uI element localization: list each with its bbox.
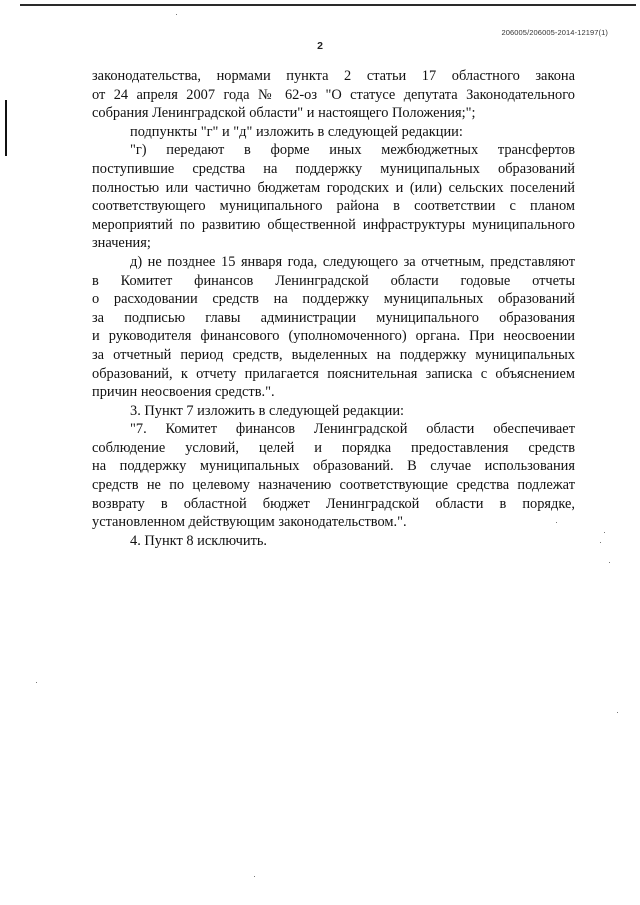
- text-line: 4. Пункт 8 исключить.: [130, 532, 268, 549]
- text-line: мероприятий по развитию общественной инфраструктуры муниципального: [92, 216, 575, 233]
- text-line: подпункты "г" и "д" изложить в следующей редакции:: [130, 123, 463, 140]
- document-id: 206005/206005-2014-12197(1): [501, 28, 608, 37]
- scan-speck: [556, 522, 557, 523]
- text-line: законодательства, нормами пункта 2 статьи 17 областного закона: [92, 68, 575, 84]
- text-line: причин неосвоения средств.".: [92, 384, 275, 401]
- scan-speck: [617, 712, 618, 713]
- text-line: "г) передают в форме иных межбюджетных трансфертов: [130, 142, 575, 159]
- text-line: значения;: [92, 235, 151, 252]
- scan-speck: [609, 562, 610, 563]
- page-number: 2: [317, 40, 323, 52]
- text-line: образований, к отчету прилагается пояснительная записка с объяснением: [92, 365, 575, 382]
- text-line: "7. Комитет финансов Ленинградской области обеспечивает: [130, 421, 575, 438]
- text-line: установленном действующим законодательством.".: [92, 514, 407, 531]
- scan-speck: [36, 682, 37, 683]
- text-line: полностью или частично бюджетам городских и (или) сельских поселений: [92, 179, 575, 196]
- text-line: 3. Пункт 7 изложить в следующей редакции:: [130, 402, 405, 419]
- margin-mark: [5, 100, 7, 156]
- text-line: д) не позднее 15 января года, следующего за отчетным, представляют: [130, 253, 575, 270]
- scan-speck: [176, 14, 177, 15]
- text-line: о расходовании средств на поддержку муниципальных образований: [92, 291, 575, 308]
- document-body: [92, 67, 575, 550]
- text-line: средств не по целевому назначению соответствующие средства подлежат: [92, 477, 575, 494]
- text-line: и руководителя финансового (уполномоченного) органа. При неосвоении: [92, 328, 575, 345]
- scan-speck: [600, 542, 601, 543]
- text-line: поступившие средства на поддержку муниципальных образований: [92, 160, 575, 177]
- text-line: собрания Ленинградской области" и настоящего Положения;";: [92, 105, 476, 122]
- text-line: от 24 апреля 2007 года № 62-оз "О статусе депутата Законодательного: [92, 86, 575, 103]
- text-line: в Комитет финансов Ленинградской области годовые отчеты: [92, 272, 575, 289]
- scan-speck: [254, 876, 255, 877]
- top-scan-line: [20, 4, 636, 6]
- scan-speck: [604, 532, 605, 533]
- text-line: соответствующего муниципального района в соответствии с планом: [92, 198, 575, 215]
- text-line: за подписью главы администрации муниципального образования: [92, 309, 575, 326]
- text-line: возврату в областной бюджет Ленинградской области в порядке,: [92, 495, 575, 512]
- text-line: за отчетный период средств, выделенных на поддержку муниципальных: [92, 346, 575, 363]
- text-line: соблюдение условий, целей и порядка предоставления средств: [92, 439, 575, 456]
- text-line: на поддержку муниципальных образований. В случае использования: [92, 458, 575, 475]
